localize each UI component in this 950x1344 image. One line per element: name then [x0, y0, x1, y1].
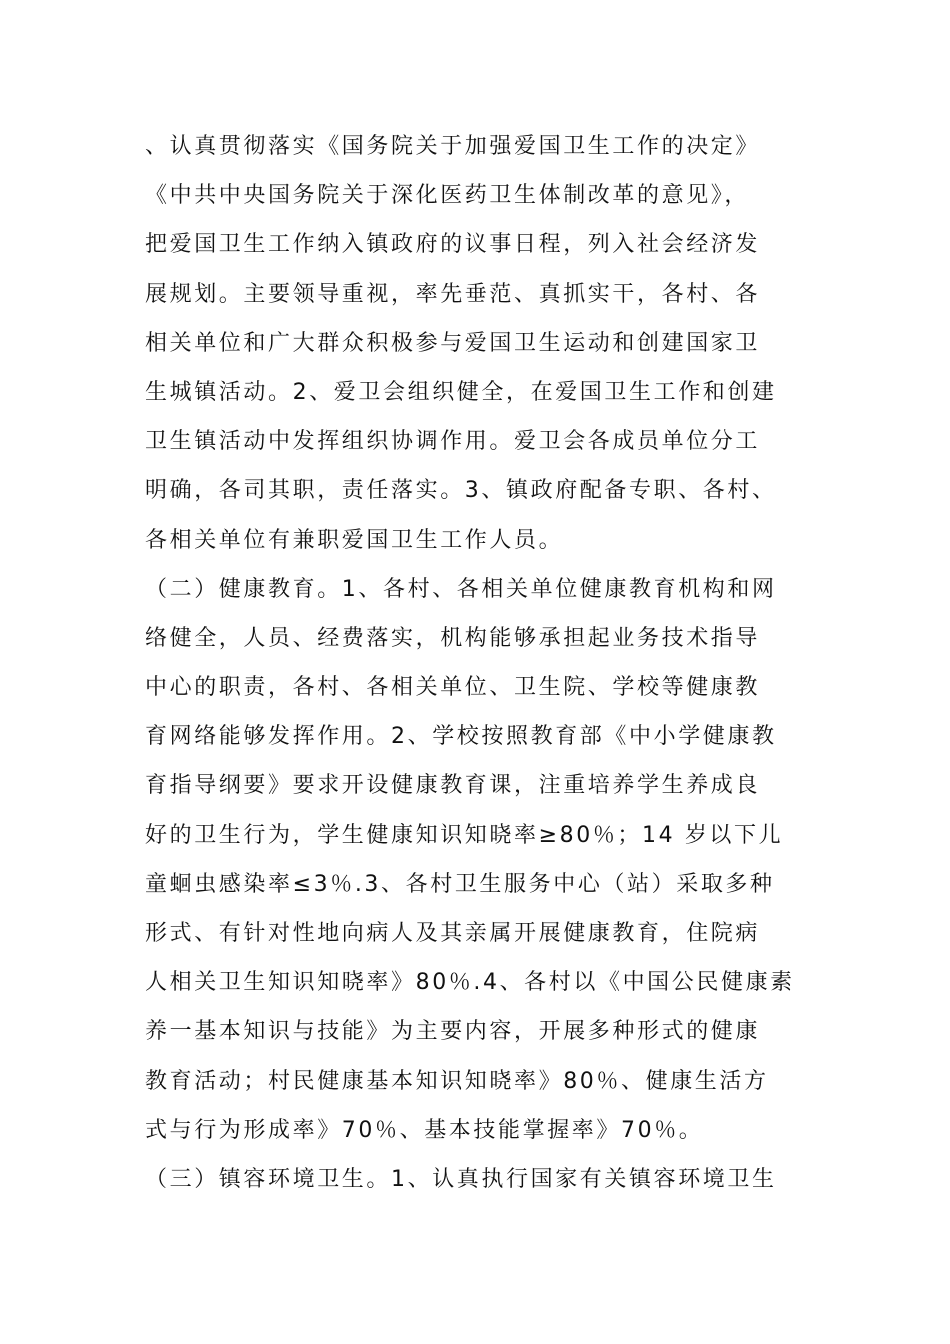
text-line: 相关单位和广大群众积极参与爱国卫生运动和创建国家卫	[145, 330, 761, 356]
text-line: 育网络能够发挥作用。2、学校按照教育部《中小学健康教	[145, 724, 777, 750]
text-line: 明确，各司其职，责任落实。3、镇政府配备专职、各村、	[145, 478, 777, 504]
text-line: 形式、有针对性地向病人及其亲属开展健康教育，住院病	[145, 921, 761, 946]
text-line: 卫生镇活动中发挥组织协调作用。爱卫会各成员单位分工	[145, 429, 761, 455]
text-line: 式与行为形成率》70％、基本技能掌握率》70％。	[145, 1117, 704, 1143]
text-line: 育指导纲要》要求开设健康教育课，注重培养学生养成良	[145, 773, 761, 799]
text-line: 人相关卫生知识知晓率》80％.4、各村以《中国公民健康素	[145, 970, 795, 996]
text-line: 养一基本知识与技能》为主要内容，开展多种形式的健康	[145, 1019, 761, 1045]
text-line: 生城镇活动。2、爱卫会组织健全，在爱国卫生工作和创建	[145, 379, 777, 405]
section-heading-line: （二）健康教育。1、各村、各相关单位健康教育机构和网	[145, 576, 777, 602]
text-line: 《中共中央国务院关于深化医药卫生体制改革的意见》，	[145, 183, 750, 209]
text-line: 中心的职责，各村、各相关单位、卫生院、学校等健康教	[145, 675, 761, 701]
text-line: 展规划。主要领导重视，率先垂范、真抓实干，各村、各	[145, 281, 761, 307]
section-heading-line: （三）镇容环境卫生。1、认真执行国家有关镇容环境卫生	[145, 1166, 777, 1192]
text-line: 童蛔虫感染率≤3％.3、各村卫生服务中心（站）采取多种	[145, 871, 775, 897]
text-line: 教育活动；村民健康基本知识知晓率》80％、健康生活方	[145, 1068, 769, 1094]
text-line: 好的卫生行为，学生健康知识知晓率≥80％；14 岁以下儿	[145, 822, 784, 848]
text-line: 各相关单位有兼职爱国卫生工作人员。	[145, 527, 564, 553]
text-line: 把爱国卫生工作纳入镇政府的议事日程，列入社会经济发	[145, 232, 761, 258]
text-line: 、认真贯彻落实《国务院关于加强爱国卫生工作的决定》	[145, 134, 761, 159]
text-line: 络健全，人员、经费落实，机构能够承担起业务技术指导	[145, 625, 761, 651]
body-text	[145, 122, 810, 1204]
